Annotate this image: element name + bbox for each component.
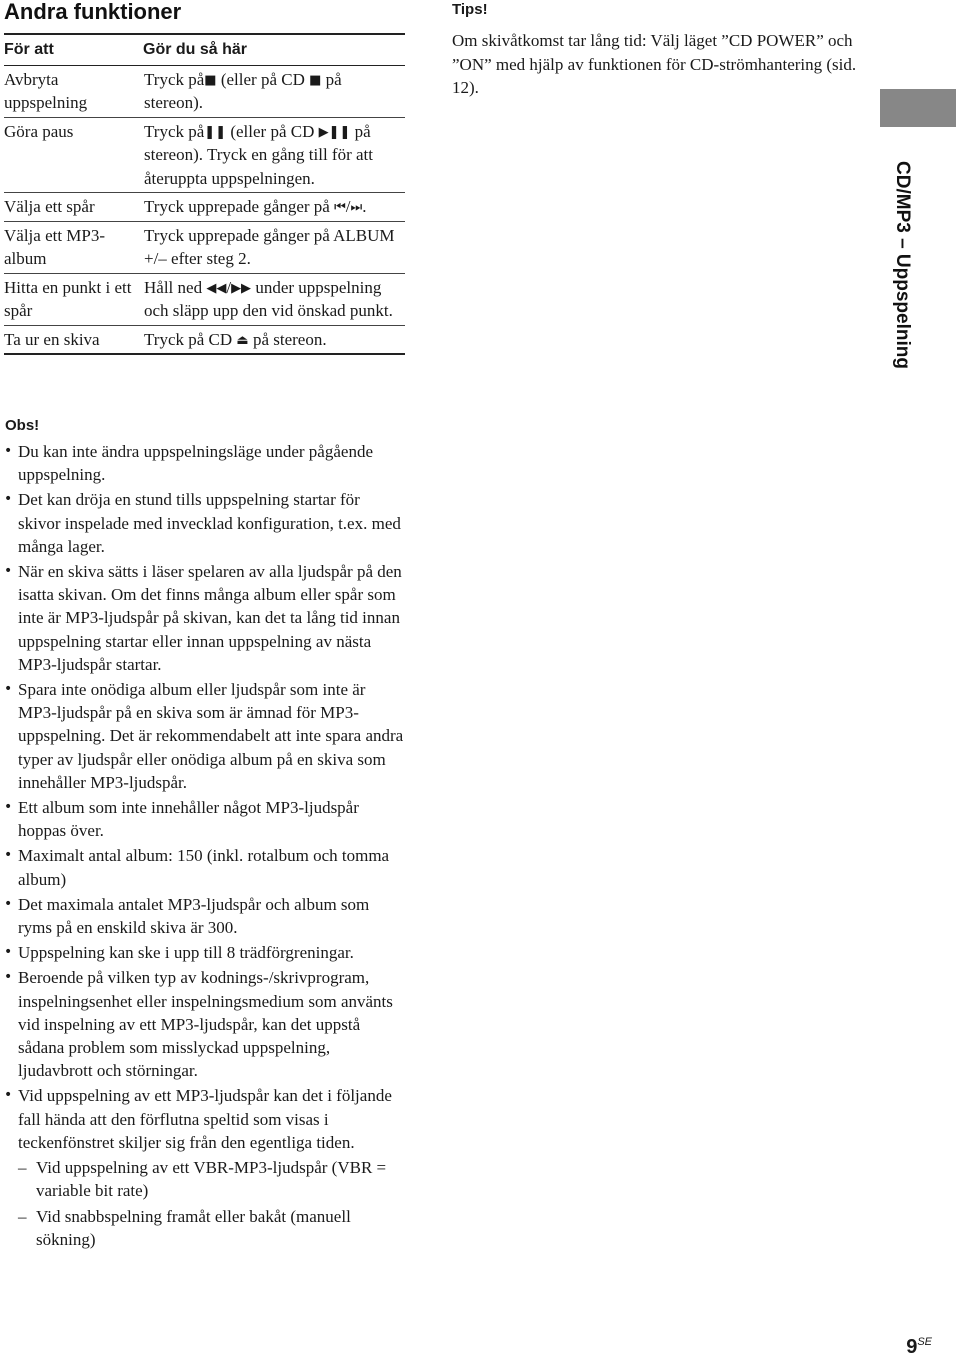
obs-item	[4, 796, 404, 842]
task-cell: Välja ett MP3-album	[4, 221, 143, 273]
button-symbol-icon: ■	[309, 72, 322, 88]
obs-subitem: – Vid uppspelning av ett VBR-MP3-ljudspår (VBR = variable bit rate)	[18, 1156, 404, 1202]
action-text: /	[345, 197, 351, 216]
side-section-label	[885, 161, 919, 369]
task-cell: Hitta en punkt i ett spår	[4, 273, 143, 325]
button-symbol-icon: ◀◀	[206, 280, 227, 296]
table-row	[4, 221, 405, 273]
obs-item-text: Du kan inte ändra uppspelningsläge under pågående uppspelning.	[18, 442, 373, 485]
button-symbol-icon: ▶❚❚	[318, 124, 351, 140]
action-cell	[143, 117, 405, 193]
task-cell: Göra paus	[4, 117, 143, 193]
obs-item	[4, 1084, 404, 1250]
obs-item	[4, 440, 404, 486]
action-text: /	[226, 277, 232, 297]
table-row	[4, 65, 405, 117]
tips-title: Tips!	[452, 1, 488, 18]
action-text: Tryck upprepade gånger på	[144, 197, 335, 216]
table-row	[4, 193, 405, 222]
obs-item-text: Spara inte onödiga album eller ljudspår som inte är MP3-ljudspår på en skiva som är ämnad för MP3-uppspelning. Det är rekommendabelt att inte spara andra typer av ljudspår eller onödiga album på en skiva som innehåller MP3-ljudspår.	[18, 680, 404, 792]
obs-subitem: – Vid snabbspelning framåt eller bakåt (manuell sökning)	[18, 1205, 404, 1251]
task-cell: Avbryta uppspelning	[4, 65, 143, 117]
task-cell: Ta ur en skiva	[4, 325, 143, 354]
obs-item-text: Ett album som inte innehåller något MP3-ljudspår hoppas över.	[18, 798, 359, 841]
page-number-suffix: SE	[917, 1336, 932, 1348]
obs-item	[4, 844, 404, 890]
action-text: under uppspelning och släpp upp den vid önskad punkt.	[144, 277, 393, 320]
section-tab-marker	[880, 89, 956, 127]
button-symbol-icon: ■	[204, 72, 217, 88]
column-header-action: Gör du så här	[143, 34, 405, 65]
obs-item-text: Uppspelning kan ske i upp till 8 trädförgreningar.	[18, 943, 354, 963]
action-cell	[143, 221, 405, 273]
tips-text: Om skivåtkomst tar lång tid: Välj läget ”CD POWER” och ”ON” med hjälp av funktionen för CD-strömhantering (sid. 12).	[452, 31, 857, 97]
obs-list	[4, 440, 404, 1253]
button-symbol-icon: ⏭	[350, 200, 363, 215]
obs-item-text: Maximalt antal album: 150 (inkl. rotalbum och tomma album)	[18, 846, 390, 889]
action-cell	[143, 273, 405, 325]
action-cell	[143, 325, 405, 354]
action-text: (eller på CD	[216, 69, 310, 89]
obs-item-text: När en skiva sätts i läser spelaren av alla ljudspår på den isatta skivan. Om det finns många album eller spår som inte är MP3-ljudspår på skivan, kan det ta lång tid innan uppspelning startar eller innan uppspelning av nästa MP3-ljudspår startar.	[18, 562, 402, 674]
button-symbol-icon: ▶▶	[231, 280, 252, 296]
table-row	[4, 117, 405, 193]
table-row	[4, 325, 405, 354]
obs-item	[4, 488, 404, 558]
obs-item	[4, 560, 404, 676]
obs-title: Obs!	[5, 417, 40, 434]
obs-item-text: Det kan dröja en stund tills uppspelning startar för skivor inspelade med invecklad konfiguration, t.ex. med många lager.	[18, 490, 401, 556]
action-text: Tryck på	[144, 121, 205, 141]
button-symbol-icon: ❚❚	[204, 124, 227, 140]
action-text: Håll ned	[144, 277, 207, 297]
column-header-task: För att	[4, 34, 143, 65]
task-cell: Välja ett spår	[4, 193, 143, 222]
obs-item-text: Beroende på vilken typ av kodnings-/skrivprogram, inspelningsenhet eller inspelningsmedium som använts vid inspelning av ett MP3-ljudspår, kan det uppstå sådana problem som misslyckad uppspelning, ljudavbrott och störningar.	[18, 968, 393, 1081]
obs-item-text: Det maximala antalet MP3-ljudspår och album som ryms på en enskild skiva är 300.	[18, 894, 370, 938]
table-header-row	[4, 34, 405, 65]
section-heading: Andra funktioner	[4, 0, 182, 24]
action-cell	[143, 65, 405, 117]
action-text: .	[362, 197, 367, 216]
action-text: på stereon). Tryck en gång till för att återuppta uppspelningen.	[144, 121, 373, 188]
action-text: på stereon).	[144, 69, 342, 112]
action-text: på stereon.	[248, 329, 327, 349]
action-text: Tryck upprepade gånger på ALBUM +/– efter steg 2.	[144, 225, 395, 268]
button-symbol-icon: ⏏	[236, 332, 249, 348]
button-symbol-icon: ⏮	[334, 200, 346, 215]
obs-item	[4, 966, 404, 1082]
functions-table	[4, 33, 405, 355]
side-section-label-text: CD/MP3 – Uppspelning	[892, 161, 913, 369]
page-number-value: 9	[906, 1336, 918, 1358]
table-row	[4, 273, 405, 325]
obs-sublist	[18, 1156, 404, 1251]
action-cell	[143, 193, 405, 222]
obs-item	[4, 678, 404, 794]
action-text: (eller på CD	[226, 121, 319, 141]
obs-item	[4, 941, 404, 964]
obs-item-text: Vid uppspelning av ett MP3-ljudspår kan det i följande fall hända att den förflutna speltid som visas i teckenfönstret skiljer sig från den egentliga tiden.	[18, 1086, 392, 1152]
action-text: Tryck på CD	[144, 329, 237, 349]
obs-item	[4, 893, 404, 939]
action-text: Tryck på	[144, 69, 205, 89]
